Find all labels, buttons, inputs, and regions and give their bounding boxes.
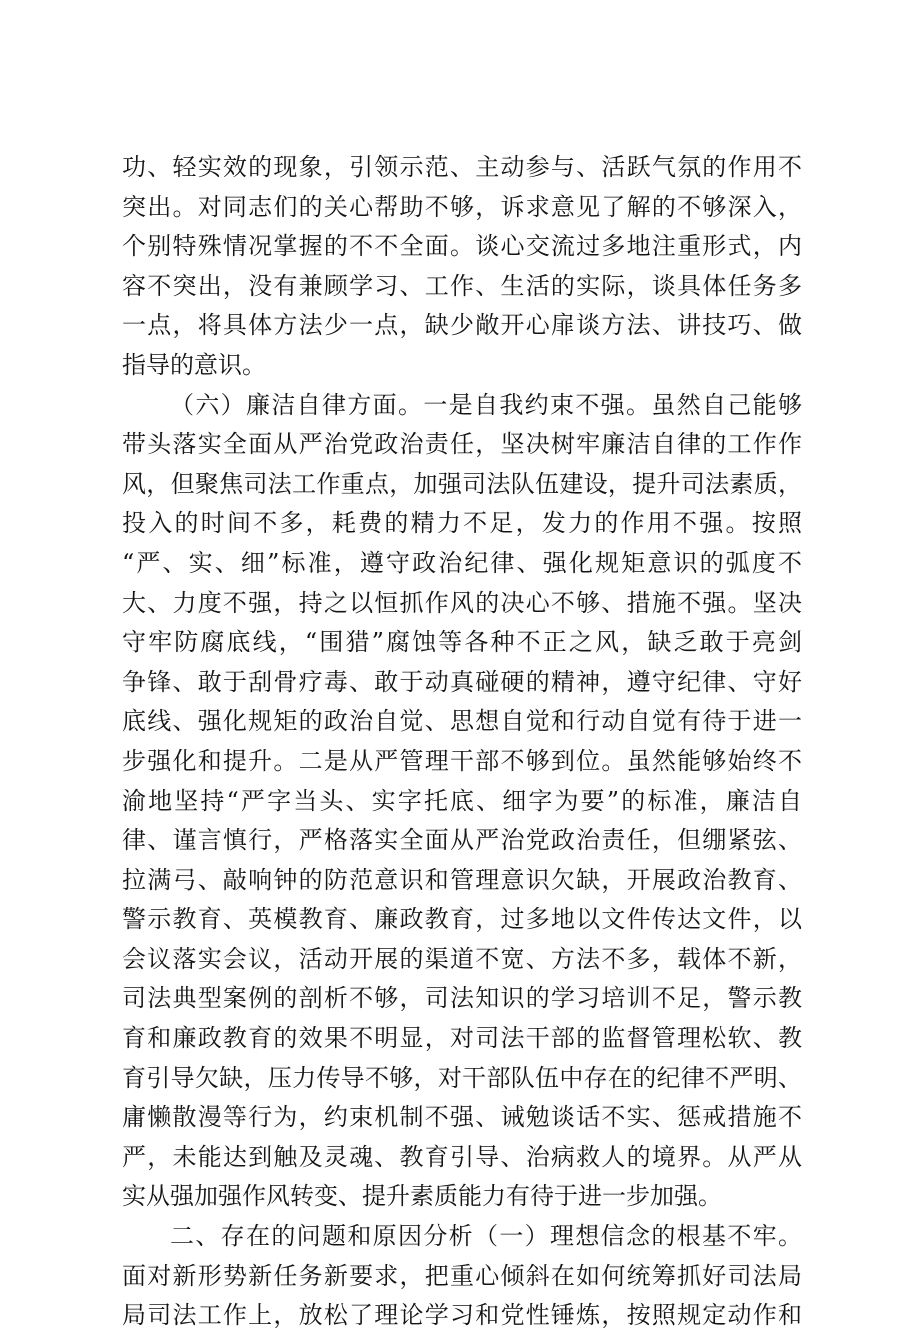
text-line: 育引导欠缺，压力传导不够，对干部队伍中存在的纪律不严明、 [122,1063,802,1092]
text-line: 突出。对同志们的关心帮助不够，诉求意见了解的不够深入， [122,192,802,221]
text-line: 实从强加强作风转变、提升素质能力有待于进一步加强。 [122,1182,722,1211]
text-line: 风，但聚焦司法工作重点，加强司法队伍建设，提升司法素质， [122,469,802,498]
text-line: “严、实、细”标准，遵守政治纪律、强化规矩意识的弧度不 [122,548,802,577]
text-line: 育和廉政教育的效果不明显，对司法干部的监督管理松软、教 [122,1024,802,1053]
text-line: 大、力度不强，持之以恒抓作风的决心不够、措施不强。坚决 [122,588,802,617]
text-line: 争锋、敢于刮骨疗毒、敢于动真碰硬的精神，遵守纪律、守好 [122,667,802,696]
text-line: 严，未能达到触及灵魂、教育引导、治病救人的境界。从严从 [122,1142,802,1171]
text-line: 拉满弓、敲响钟的防范意识和管理意识欠缺，开展政治教育、 [122,865,802,894]
text-line: 底线、强化规矩的政治自觉、思想自觉和行动自觉有待于进一 [122,707,802,736]
text-line: 一点，将具体方法少一点，缺少敞开心扉谈方法、讲技巧、做 [122,311,802,340]
text-line: 容不突出，没有兼顾学习、工作、生活的实际，谈具体任务多 [122,271,802,300]
text-line: 庸懒散漫等行为，约束机制不强、诫勉谈话不实、惩戒措施不 [122,1103,802,1132]
text-line: 会议落实会议，活动开展的渠道不宽、方法不多，载体不新， [122,944,802,973]
text-line: 指导的意识。 [122,350,266,379]
text-line: 渝地坚持“严字当头、实字托底、细字为要”的标准，廉洁自 [122,786,802,815]
text-line: 个别特殊情况掌握的不不全面。谈心交流过多地注重形式，内 [122,232,802,261]
text-line: 步强化和提升。二是从严管理干部不够到位。虽然能够始终不 [122,746,802,775]
text-line: 面对新形势新任务新要求，把重心倾斜在如何统筹抓好司法局 [122,1261,802,1290]
text-line: 二、存在的问题和原因分析（一）理想信念的根基不牢。 [170,1222,802,1251]
text-line: 律、谨言慎行，严格落实全面从严治党政治责任，但绷紧弦、 [122,826,802,855]
text-line: （六）廉洁自律方面。一是自我约束不强。虽然自己能够 [170,390,802,419]
text-line: 警示教育、英模教育、廉政教育，过多地以文件传达文件，以 [122,905,802,934]
text-line: 投入的时间不多，耗费的精力不足，发力的作用不强。按照 [122,509,802,538]
text-line: 局司法工作上，放松了理论学习和党性锤炼，按照规定动作和 [122,1301,802,1330]
text-line: 守牢防腐底线，“围猎”腐蚀等各种不正之风，缺乏敢于亮剑 [122,628,802,657]
document-body [122,148,802,1336]
text-line: 带头落实全面从严治党政治责任，坚决树牢廉洁自律的工作作 [122,430,802,459]
text-line: 功、轻实效的现象，引领示范、主动参与、活跃气氛的作用不 [122,153,802,181]
text-line: 司法典型案例的剖析不够，司法知识的学习培训不足，警示教 [122,984,802,1013]
